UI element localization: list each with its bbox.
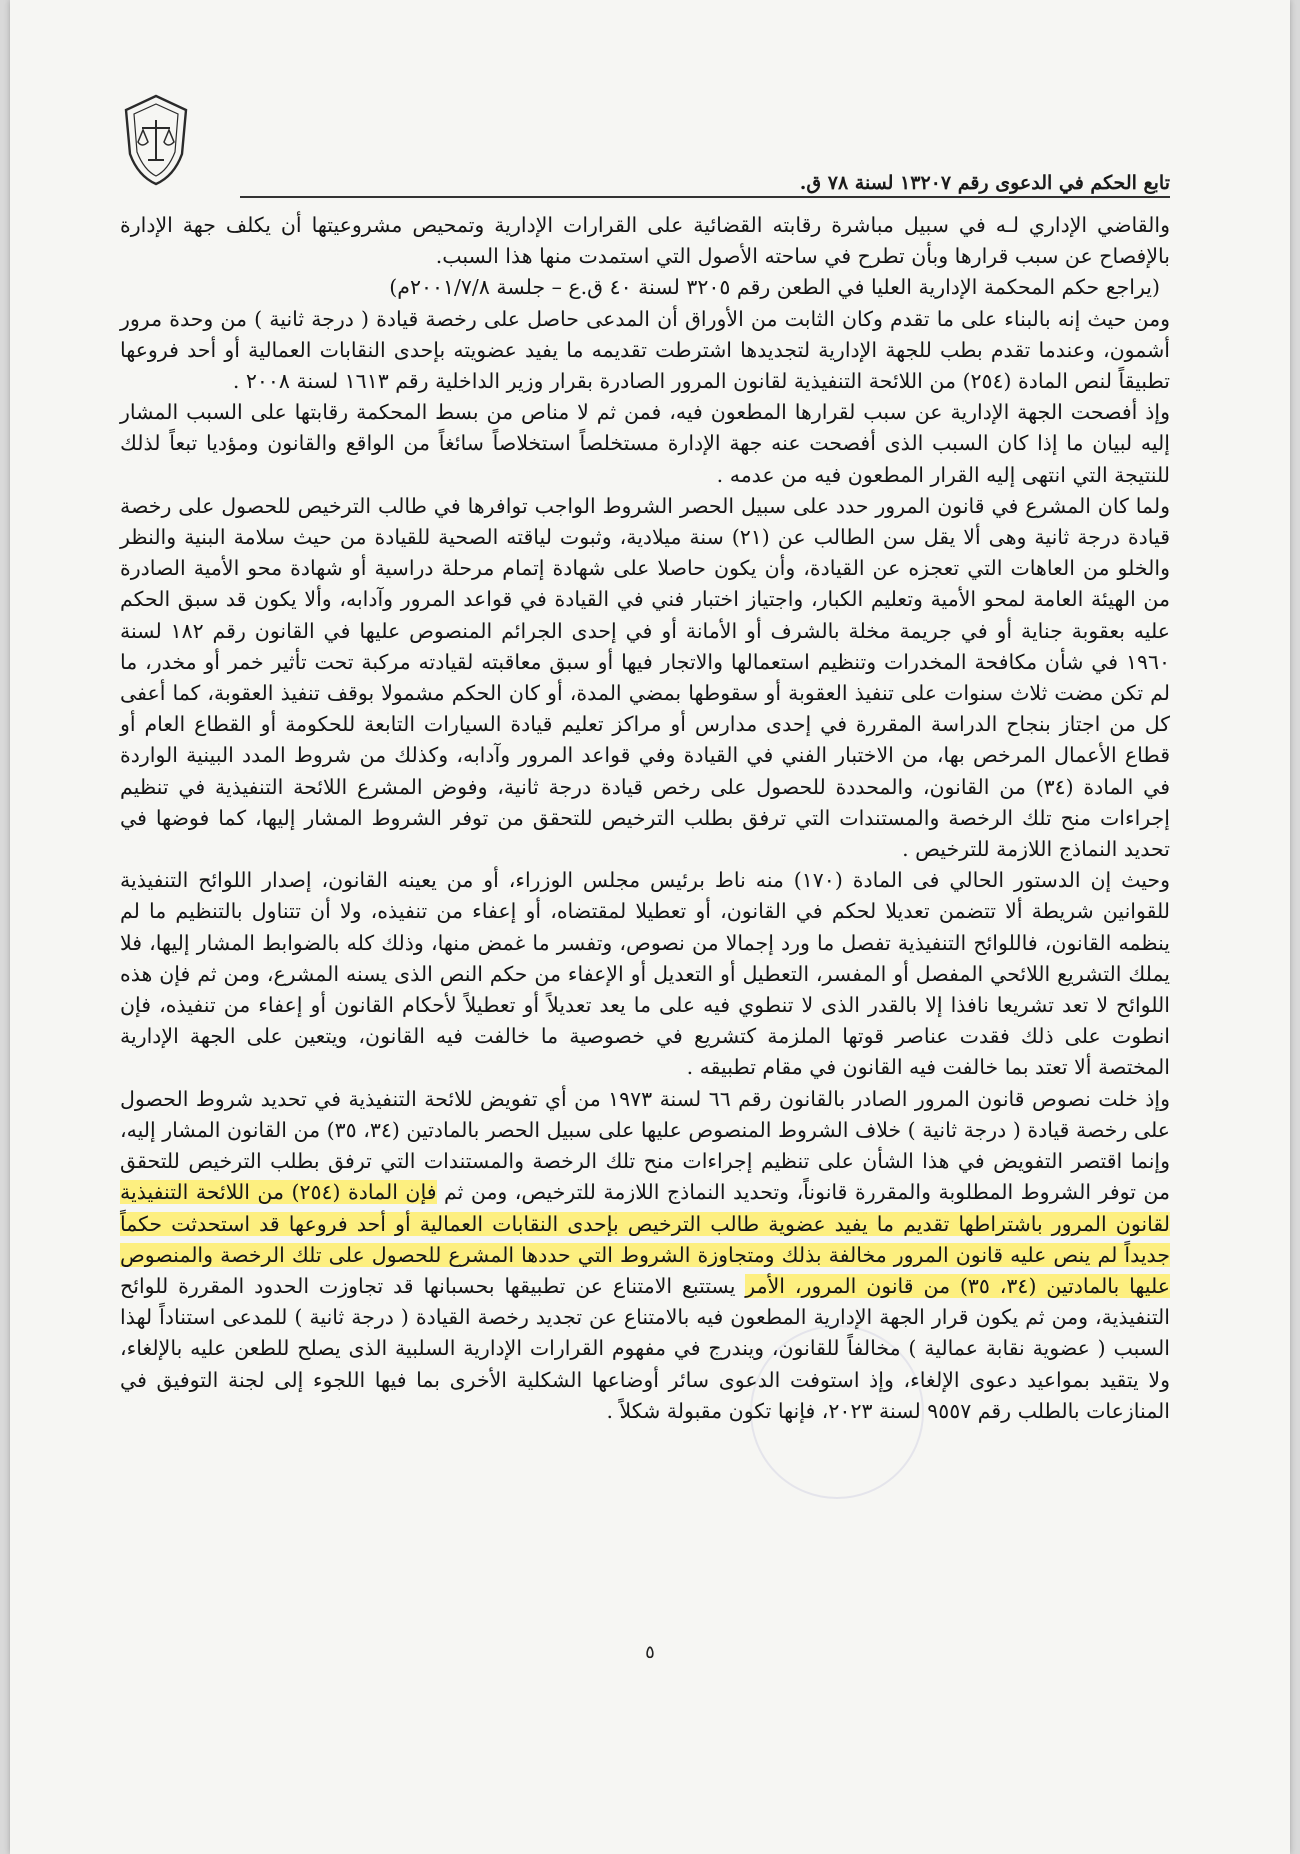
paragraph-1: والقاضي الإداري لـه في سبيل مباشرة رقابته القضائية على القرارات الإدارية وتمحيص مشروعيتها أن يكلف جهة الإدارة بالإفصاح عن سبب قرارها وبأن تطرح في ساحته الأصول التي استمدت منها هذا السبب. bbox=[120, 213, 1170, 269]
highlighted-text: فإن المادة (٢٥٤) من اللائحة التنفيذية لقانون المرور باشتراطها تقديم ما يفيد عضوية طالب الترخيص بإحدى النقابات العمالية أو أحد فروعها قد استحدثت حكماً جديداً لم ينص عليه قانون المرور مخالفة بذلك ومتجاوزة الشروط التي حددها المشرع للحصول على تلك الرخصة والمنصوص عليها بالمادتين (٣٤، ٣٥) من قانون المرور، الأمر bbox=[120, 1180, 1170, 1298]
judgment-body bbox=[120, 210, 1170, 1427]
paragraph-6-end: يستتبع الامتناع عن تطبيقها بحسبانها قد تجاوزت الحدود المقررة للوائح التنفيذية، ومن ثم يكون قرار الجهة الإدارية المطعون فيه بالامتناع عن تجديد رخصة القيادة ( درجة ثانية ) للمدعى استناداً لهذا السبب ( عضوية نقابة عمالية ) مخالفاً للقانون، ويندرج في مفهوم القرارات الإدارية السلبية الذى يصلح للطعن عليه بالإلغاء، ولا يتقيد بمواعيد دعوى الإلغاء، وإذ استوفت الدعوى سائر أوضاعها الشكلية الأخرى بما فيها اللجوء إلى لجنة التوفيق في المنازعات بالطلب رقم ٩٥٥٧ لسنة ٢٠٢٣، فإنها تكون مقبولة شكلاً . bbox=[120, 1273, 1170, 1423]
paragraph-4: ولما كان المشرع في قانون المرور حدد على سبيل الحصر الشروط الواجب توافرها في طالب الترخيص للحصول على رخصة قيادة درجة ثانية وهى ألا يقل سن الطالب عن (٢١) سنة ميلادية، وثبوت لياقته الصحية للقيادة من حيث سلامة البنية والنظر والخلو من العاهات التي تعجزه عن القيادة، وأن يكون حاصلا على شهادة إتمام مرحلة دراسية أو شهادة محو الأمية الصادرة من الهيئة العامة لمحو الأمية وتعليم الكبار، واجتياز اختبار فني في القيادة في قواعد المرور وآدابه، وألا يكون قد سبق الحكم عليه بعقوبة جناية أو في جريمة مخلة بالشرف أو الأمانة أو في إحدى الجرائم المنصوص عليها في القانون رقم ١٨٢ لسنة ١٩٦٠ في شأن مكافحة المخدرات وتنظيم استعمالها والاتجار فيها أو سبق معاقبته لقيادته مركبة تحت تأثير خمر أو مخدر، ما لم تكن مضت ثلاث سنوات على تنفيذ العقوبة أو سقوطها بمضي المدة، أو كان الحكم مشمولا بوقف تنفيذ العقوبة، كما أعفى كل من اجتاز بنجاح الدراسة المقررة في إحدى مدارس أو مراكز تعليم قيادة السيارات التابعة للحكومة أو القطاع العام أو قطاع الأعمال المرخص بها، من الاختبار الفني في القيادة وفي قواعد المرور وآدابه، وكذلك من شروط المدد البينية الواردة في المادة (٣٤) من القانون، والمحددة للحصول على رخص قيادة درجة ثانية، وفوض المشرع اللائحة التنفيذية في تنظيم إجراءات منح تلك الرخصة والمستندات التي ترفق بطلب الترخيص للتحقق من توفر الشروط المشار إليها، كما فوضها في تحديد النماذج اللازمة للترخيص . bbox=[120, 493, 1171, 862]
citation: (يراجع حكم المحكمة الإدارية العليا في الطعن رقم ٣٢٠٥ لسنة ٤٠ ق.ع – جلسة ٢٠٠١/٧/٨م) bbox=[389, 275, 1160, 300]
paragraph-2: ومن حيث إنه بالبناء على ما تقدم وكان الثابت من الأوراق أن المدعى حاصل على رخصة قيادة ( درجة ثانية ) من وحدة مرور أشمون، وعندما تقدم بطب للجهة الإدارية لتجديدها اشترطت تقديمه ما يفيد عضويته بإحدى النقابات العمالية أو أحد فروعها تطبيقاً لنص المادة (٢٥٤) من اللائحة التنفيذية لقانون المرور الصادرة بقرار وزير الداخلية رقم ١٦١٣ لسنة ٢٠٠٨ . bbox=[120, 306, 1171, 394]
document-page bbox=[10, 0, 1290, 1854]
paragraph-5: وحيث إن الدستور الحالي فى المادة (١٧٠) منه ناط برئيس مجلس الوزراء، أو من يعينه القانون، إصدار اللوائح التنفيذية للقوانين شريطة ألا تتضمن تعديلا لحكم في القانون، أو تعطيلا لمقتضاه، أو إعفاء من تنفيذه، ولا أن تتناول بالتنظيم ما لم ينظمه القانون، فاللوائح التنفيذية تفصل ما ورد إجمالا من نصوص، وتفسر ما غمض منها، وذلك كله بالضوابط المشار إليها، فلا يملك التشريع اللائحي المفصل أو المفسر، التعطيل أو التعديل أو الإعفاء من حكم النص الذى يسنه المشرع، ومن ثم فإن هذه اللوائح لا تعد تشريعا نافذا إلا بالقدر الذى لا تنطوي فيه على ما يعد تعديلاً أو تعطيلاً لأحكام القانون أو إعفاء من تنفيذه، فإن انطوت على ذلك فقدت عناصر قوتها الملزمة كتشريع في خصوصية ما خالفت فيه القانون، ويتعين على الجهة الإدارية المختصة ألا تعتد بما خالفت فيه القانون في مقام تطبيقه . bbox=[120, 868, 1170, 1080]
court-seal-logo bbox=[120, 92, 192, 188]
page-number: ٥ bbox=[645, 1642, 655, 1663]
paragraph-6-start: وإذ خلت نصوص قانون المرور الصادر بالقانون رقم ٦٦ لسنة ١٩٧٣ من أي تفويض للائحة التنفيذية في تحديد شروط الحصول على رخصة قيادة ( درجة ثانية ) خلاف الشروط المنصوص عليها على سبيل الحصر بالمادتين (٣٤، ٣٥) من القانون المشار إليه، وإنما اقتصر التفويض في هذا الشأن على تنظيم إجراءات منح تلك الرخصة والمستندات التي ترفق بطلب الترخيص للتحقق من توفر الشروط المطلوبة والمقررة قانوناً، وتحديد النماذج اللازمة للترخيص، ومن ثم bbox=[120, 1086, 1171, 1205]
paragraph-6 bbox=[120, 1084, 1170, 1427]
paragraph-3: وإذ أفصحت الجهة الإدارية عن سبب لقرارها المطعون فيه، فمن ثم لا مناص من بسط المحكمة رقابتها على السبب المشار إليه لبيان ما إذا كان السبب الذى أفصحت عنه جهة الإدارة مستخلصاً استخلاصاً سائغاً من الواقع والقانون ومؤديا تبعاً لذلك للنتيجة التي انتهى إليه القرار المطعون فيه من عدمه . bbox=[120, 400, 1170, 487]
case-header: تابع الحكم في الدعوى رقم ١٣٢٠٧ لسنة ٧٨ ق. bbox=[240, 172, 1170, 198]
